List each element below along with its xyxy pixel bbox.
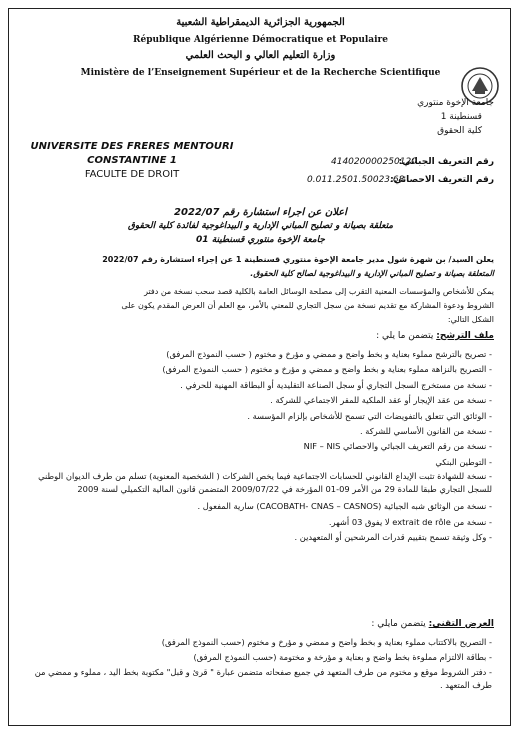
candidacy-heading-row: [376, 331, 494, 341]
fiscal-id-label: رقم التعريف الجبائي:: [398, 157, 494, 167]
notice-subtitle: متعلقة بصيانة و تصليح المباني الإدارية و البيداغوجية لفائدة كلية الحقوق: [127, 221, 394, 231]
institution-fr-line1: UNIVERSITE DES FRERES MENTOURI: [30, 141, 234, 152]
institution-fr-line2: CONSTANTINE 1: [87, 155, 177, 166]
technical-item: - التصريح بالاكتتاب مملوء بعناية و بخط واضح و ممضي و مؤرخ و مختوم (حسب النموذج المرفق): [161, 637, 492, 647]
candidacy-item: - تصريح بالترشح مملوء بعناية و بخط واضح و ممضي و مؤرخ و مختوم ( حسب النموذج المرفق): [166, 349, 492, 359]
technical-item: - بطاقة الالتزام مملوءة بخط واضح و بعناية و مؤرخة و مختومة (حسب النموذج المرفق): [193, 652, 492, 663]
institution-ar-line3: كلية الحقوق: [437, 126, 482, 136]
intro-line-5: الشكل التالي:: [447, 315, 494, 324]
institution-fr-line3: FACULTE DE DROIT: [84, 169, 180, 180]
candidacy-item: - التصريح بالنزاهة مملوء بعناية و بخط واضح و ممضي و مؤرخ و مختوم ( حسب النموذج المرفق): [162, 364, 492, 375]
republic-ar: الجمهورية الجزائرية الديمقراطية الشعبية: [176, 17, 345, 28]
candidacy-item: - نسخة من مستخرج السجل التجاري أو سجل الصناعة التقليدية أو البطاقة المهنية للحرفي .: [180, 379, 492, 390]
candidacy-item: - نسخة من القانون الأساسي للشركة .: [359, 426, 492, 437]
fiscal-id-value: 414020000250120: [331, 157, 417, 167]
stat-id-value: 0.011.2501.50023.68: [307, 175, 405, 185]
candidacy-item: - التوطين البنكي: [435, 456, 492, 467]
technical-heading: العرض التقني:: [428, 619, 494, 629]
ministry-fr: Ministère de l’Enseignement Supérieur et de la Recherche Scientifique: [80, 68, 441, 78]
intro-line-3: يمكن للأشخاص والمؤسسات المعنية التقرب إلى مصلحة الوسائل العامة بالكلية قصد سحب نسخة من دفتر: [144, 287, 494, 296]
stat-id-label: رقم التعريف الاحصائي:: [390, 175, 494, 185]
candidacy-item: - نسخة من عقد الإيجار أو عقد الملكية للمقر الاجتماعي للشركة .: [270, 395, 492, 406]
republic-fr: République Algérienne Démocratique et Populaire: [132, 35, 389, 45]
technical-item: - دفتر الشروط موقع و مختوم من طرف المتعهد في جميع صفحاته متضمن عبارة " قرئ و قبل" مكتوبة بخط اليد ، مملوء و ممضي من طرف المتعهد .: [34, 666, 492, 690]
candidacy-heading-suffix: يتضمن ما يلي :: [376, 331, 434, 341]
technical-heading-row: [371, 619, 494, 629]
document-page: [8, 8, 511, 726]
intro-line-2: المتعلقة بصيانة و تصليح المباني الإدارية و البيداغوجية لصالح كلية الحقوق.: [250, 269, 494, 278]
candidacy-list: [22, 347, 492, 545]
candidacy-item: - نسخة من رقم التعريف الجبائي والاحصائي NIF – NIS: [303, 441, 492, 452]
technical-list: [22, 635, 492, 695]
candidacy-item: - نسخة من extrait de rôle لا يفوق 03 أشهر.: [328, 516, 492, 527]
institution-ar-line2: قسنطينة 1: [440, 112, 482, 122]
candidacy-heading: ملف الترشح:: [436, 331, 494, 341]
candidacy-item: - وكل وثيقة تسمح بتقييم قدرات المرشحين أو المتعهدين .: [294, 532, 492, 543]
intro-line-1: يعلن السيد/ بن شهرة شول مدير جامعة الإخوة منتوري قسنطينة 1 عن إجراء استشارة رقم 2022/07: [102, 255, 494, 264]
candidacy-item: - الوثائق التي تتعلق بالتفويضات التي تسمح للأشخاص بإلزام المؤسسة .: [247, 410, 492, 421]
technical-heading-suffix: يتضمن مايلي :: [371, 619, 426, 629]
notice-title: اعلان عن اجراء استشارة رقم 2022/07: [174, 207, 347, 218]
institution-ar-line1: جامعة الإخوة منتوري: [417, 98, 494, 108]
notice-subtitle-2: جامعة الإخوة منتوري قسنطينة 01: [196, 235, 325, 245]
ministry-ar: وزارة التعليم العالي و البحث العلمي: [185, 50, 336, 61]
candidacy-item: - نسخة من الوثائق شبه الجبائية (CACOBATH- CNAS – CASNOS) سارية المفعول .: [197, 501, 492, 512]
intro-line-4: الشروط ودعوة المشاركة مع تقديم نسخة من سجل التجاري للمعني بالأمر، مع العلم أن العرض المقدم يكون على: [121, 301, 494, 310]
candidacy-item: - نسخة للشهادة تثبت الإيداع القانوني للحسابات الاجتماعية فيما يخص الشركات ( الشخصية المعنوية) تسلم من طرف الديوان الوطني للسجل التجاري طبقا للمادة 29 من الأمر 09-01 المؤرخة في 2009/07/22 المتضمن قانون المالية التكميلي لسنة 2009: [38, 471, 492, 495]
